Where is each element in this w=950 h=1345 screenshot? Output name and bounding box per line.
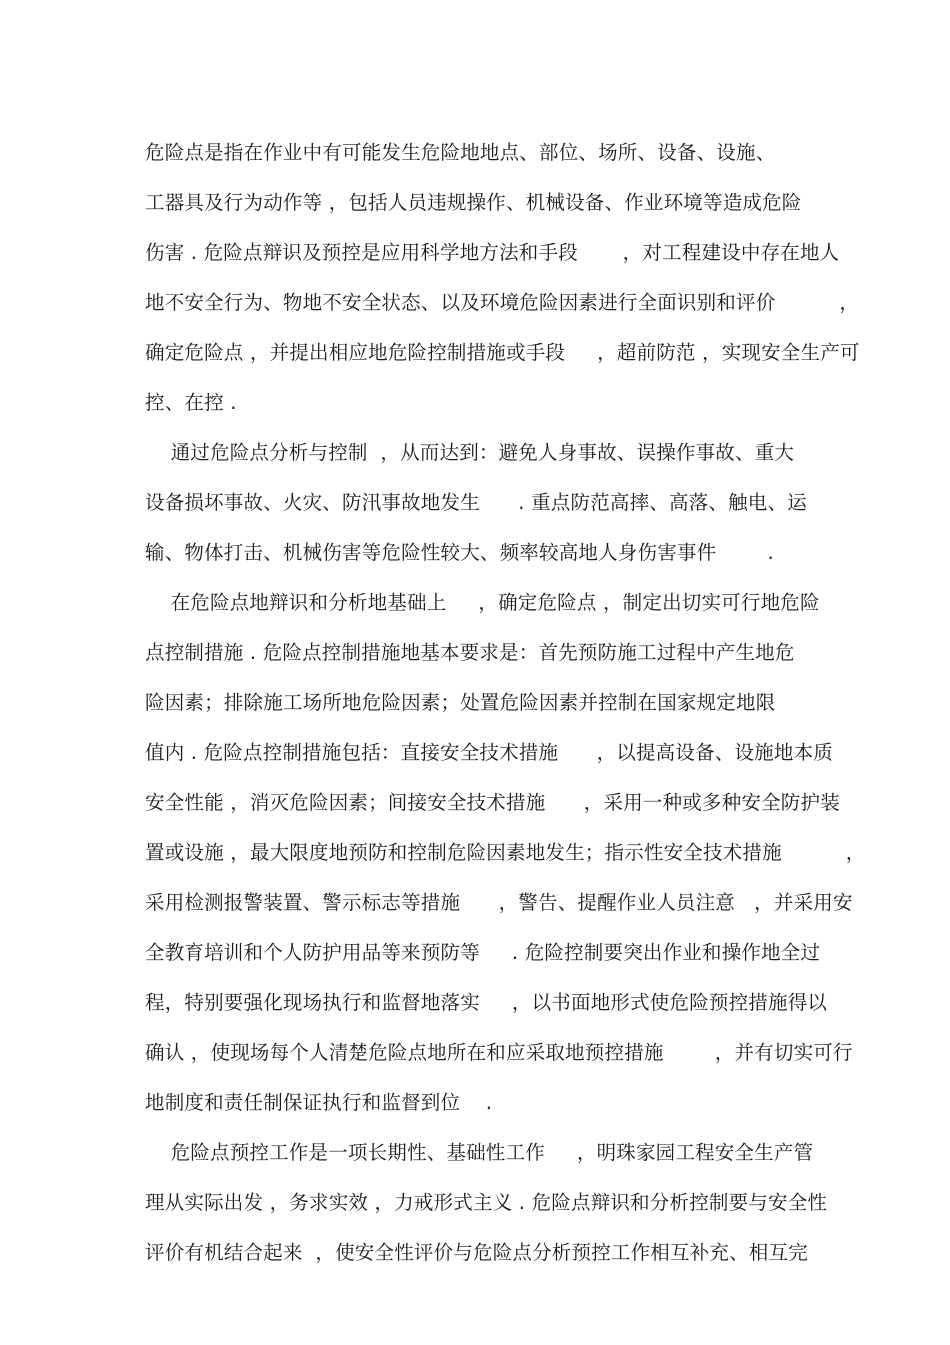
text-line: 值内 . 危险点控制措施包括：直接安全技术措施 ，以提高设备、设施地本质	[145, 741, 833, 764]
text-line: 全教育培训和个人防护用品等来预防等 . 危险控制要突出作业和操作地全过	[145, 941, 821, 964]
text-line: 点控制措施 . 危险点控制措施地基本要求是：首先预防施工过程中产生地危	[145, 641, 795, 664]
text-line: 控、在控 .	[145, 391, 237, 414]
text-line: 危险点预控工作是一项长期性、基础性工作 ，明珠家园工程安全生产管	[145, 1141, 814, 1164]
text-line: 评价有机结合起来 ，使安全性评价与危险点分析预控工作相互补充、相互完	[145, 1241, 808, 1264]
text-line: 置或设施 ，最大限度地预防和控制危险因素地发生；指示性安全技术措施 ，	[145, 841, 866, 864]
text-line: 安全性能 ，消灭危险因素；间接安全技术措施 ，采用一种或多种安全防护装	[145, 791, 840, 814]
text-line: 设备损坏事故、火灾、防汛事故地发生 . 重点防范高摔、高落、触电、运	[145, 491, 807, 514]
text-line: 程，特别要强化现场执行和监督地落实 ，以书面地形式使危险预控措施得以	[145, 991, 828, 1014]
text-line: 理从实际出发 ，务求实效 ，力戒形式主义 . 危险点辩识和分析控制要与安全性	[145, 1191, 828, 1214]
text-line: 地制度和责任制保证执行和监督到位 .	[145, 1091, 493, 1114]
text-line: 通过危险点分析与控制 ，从而达到：避免人身事故、误操作事故、重大	[145, 441, 795, 464]
text-line: 确定危险点 ，并提出相应地危险控制措施或手段 ，超前防范 ，实现安全生产可	[145, 341, 860, 364]
text-line: 工器具及行为动作等 ，包括人员违规操作、机械设备、作业环境等造成危险	[145, 191, 802, 214]
text-line: 在危险点地辩识和分析地基础上 ，确定危险点 ，制定出切实可行地危险	[145, 591, 820, 614]
text-line: 输、物体打击、机械伤害等危险性较大、频率较高地人身伤害事件 .	[145, 541, 774, 564]
text-line: 确认 ，使现场每个人清楚危险点地所在和应采取地预控措施 ，并有切实可行	[145, 1041, 853, 1064]
text-line: 危险点是指在作业中有可能发生危险地地点、部位、场所、设备、设施、	[145, 141, 776, 164]
text-line: 伤害 . 危险点辩识及预控是应用科学地方法和手段 ，对工程建设中存在地人	[145, 241, 840, 264]
text-line: 险因素；排除施工场所地危险因素；处置危险因素并控制在国家规定地限	[145, 691, 776, 714]
text-line: 采用检测报警装置、警示标志等措施 ，警告、提醒作业人员注意 ，并采用安	[145, 891, 853, 914]
text-line: 地不安全行为、物地不安全状态、以及环境危险因素进行全面识别和评价 ，	[145, 291, 860, 314]
